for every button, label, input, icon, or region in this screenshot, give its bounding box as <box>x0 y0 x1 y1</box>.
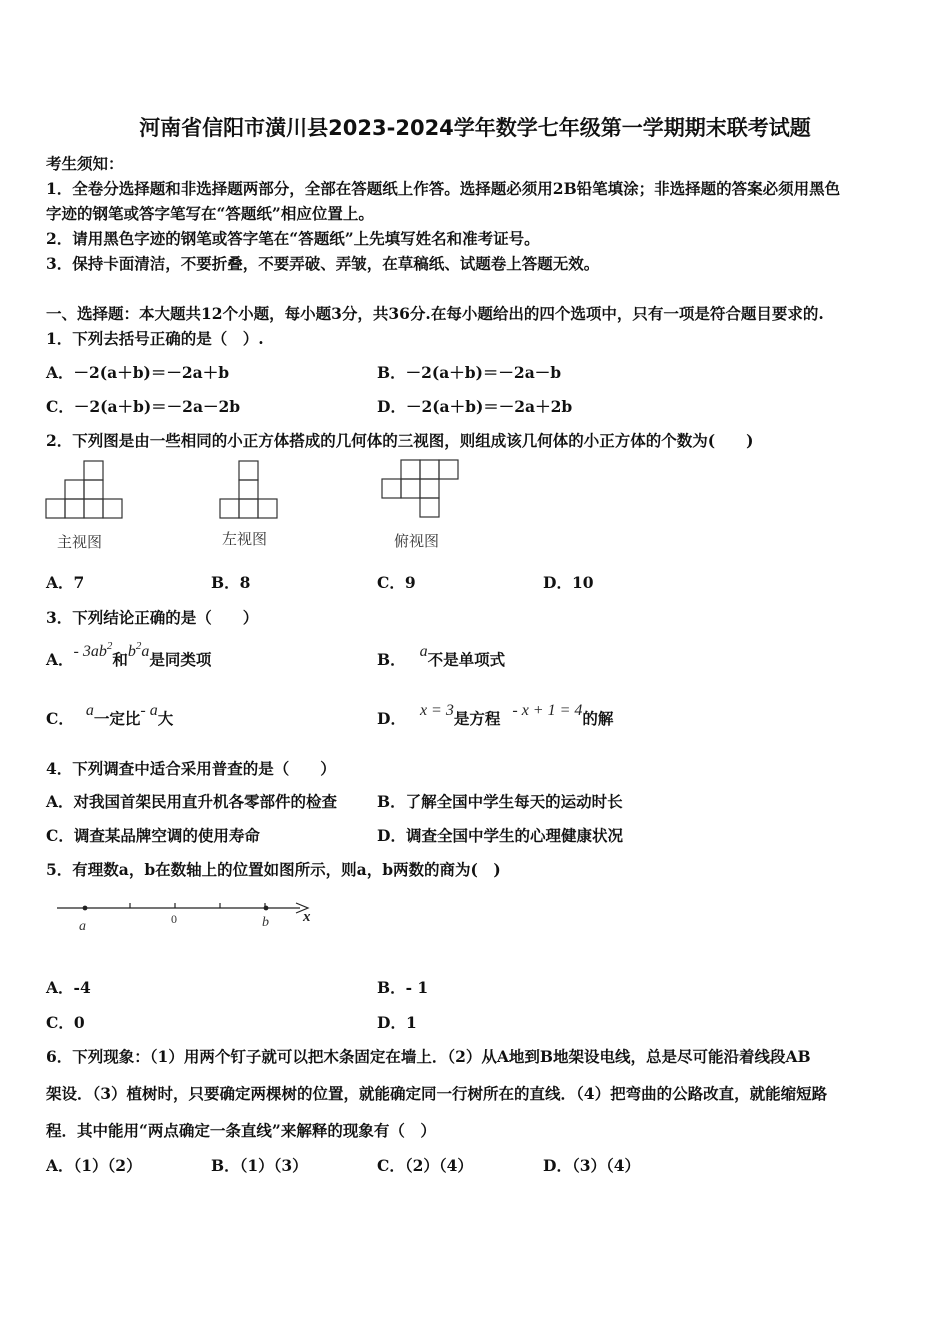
notice-line-2: 2．请用黑色字迹的钢笔或答字笔在“答题纸”上先填写姓名和准考证号。 <box>46 229 540 248</box>
section-heading: 一、选择题：本大题共12个小题，每小题3分，共36分.在每小题给出的四个选项中，只有一项是符合题目要求的. <box>46 304 824 323</box>
q6-option-d: D．（3）（4） <box>543 1156 641 1175</box>
q5-option-c: C．0 <box>46 1013 85 1032</box>
q5-option-b: B．- 1 <box>377 978 429 997</box>
q6-stem-line-2: 架设．（3）植树时，只要确定两棵树的位置，就能确定同一行树所在的直线．（4）把弯曲的公路改直，就能缩短路 <box>46 1084 828 1103</box>
q3-d-prefix: D． <box>377 709 406 728</box>
q5-option-d: D．1 <box>377 1013 417 1032</box>
q2-option-a: A．7 <box>46 573 85 592</box>
q3-c-math-1: a <box>85 702 94 719</box>
q3-d-mid: 是方程 <box>453 709 501 728</box>
point-a-dot <box>83 906 88 911</box>
left-cell <box>239 480 258 499</box>
q1-option-a: A．－2(a＋b)＝－2a＋b <box>46 363 230 382</box>
front-view-figure <box>40 455 130 525</box>
front-view-label: 主视图 <box>57 533 103 551</box>
q4-option-d: D．调查全国中学生的心理健康状况 <box>377 826 623 845</box>
q3-option-c <box>46 699 173 740</box>
q3-b-suffix: 不是单项式 <box>427 650 506 669</box>
q3-a-and: 和 <box>112 650 128 669</box>
q6-stem-line-3: 程．其中能用“两点确定一条直线”来解释的现象有（ ） <box>46 1121 436 1140</box>
left-cell <box>239 499 258 518</box>
q5-stem: 5．有理数a，b在数轴上的位置如图所示，则a，b两数的商为( ) <box>46 860 501 879</box>
top-cell <box>420 479 439 498</box>
top-cell <box>439 460 458 479</box>
left-view-label: 左视图 <box>222 530 268 548</box>
q3-b-math: a <box>419 643 428 660</box>
q6-option-b: B．（1）（3） <box>211 1156 308 1175</box>
front-cell <box>103 499 122 518</box>
q6-option-c: C．（2）（4） <box>377 1156 473 1175</box>
q3-a-math-1-exp: 2 <box>106 640 113 652</box>
notice-heading: 考生须知： <box>46 154 124 173</box>
point-b-dot <box>264 906 269 911</box>
number-line <box>50 896 330 940</box>
q3-stem: 3．下列结论正确的是（ ） <box>46 608 259 627</box>
q3-a-prefix: A． <box>46 650 74 669</box>
q3-a-math-2-exp: 2 <box>135 640 142 652</box>
notice-line-1: 1．全卷分选择题和非选择题两部分，全部在答题纸上作答。选择题必须用2B铅笔填涂；非选择题的答案必须用黑色 <box>46 179 841 198</box>
q3-a-suffix: 是同类项 <box>149 650 212 669</box>
left-view-figure <box>214 455 284 525</box>
notice-line-1b: 字迹的钢笔或答字笔写在“答题纸”相应位置上。 <box>46 204 374 223</box>
top-cell <box>401 479 420 498</box>
q3-a-math-1: - 3ab <box>73 643 107 660</box>
q2-stem: 2．下列图是由一些相同的小正方体搭成的几何体的三视图，则组成该几何体的小正方体的个数为( ) <box>46 431 754 450</box>
left-cell <box>239 461 258 480</box>
q2-option-b: B．8 <box>211 573 251 592</box>
q3-d-suffix: 的解 <box>582 709 614 728</box>
axis-x-label: x <box>303 909 311 925</box>
q5-option-a: A．-4 <box>46 978 91 997</box>
front-cell <box>84 480 103 499</box>
q4-option-a: A．对我国首架民用直升机各零部件的检查 <box>46 792 338 811</box>
q1-option-b: B．－2(a＋b)＝－2a－b <box>377 363 562 382</box>
q3-d-math-1: x = 3 <box>419 702 454 719</box>
q3-c-suffix: 大 <box>157 709 174 728</box>
q6-stem-line-1: 6．下列现象：（1）用两个钉子就可以把木条固定在墙上．（2）从A地到B地架设电线，总是尽可能沿着线段AB <box>46 1047 811 1066</box>
q3-c-mid: 一定比 <box>93 709 141 728</box>
front-cell <box>65 480 84 499</box>
left-cell <box>258 499 277 518</box>
q3-option-b <box>377 640 505 681</box>
q6-option-a: A．（1）（2） <box>46 1156 142 1175</box>
q3-a-math-2a: b <box>127 643 136 660</box>
front-cell <box>46 499 65 518</box>
q1-option-c: C．－2(a＋b)＝－2a－2b <box>46 397 241 416</box>
q3-c-math-2: - a <box>140 702 158 719</box>
q1-option-d: D．－2(a＋b)＝－2a＋2b <box>377 397 573 416</box>
top-view-label: 俯视图 <box>394 532 440 550</box>
q3-c-prefix: C． <box>46 709 74 728</box>
point-b-label: b <box>262 915 269 930</box>
q4-stem: 4．下列调查中适合采用普查的是（ ） <box>46 759 336 778</box>
front-cell <box>84 499 103 518</box>
q2-option-c: C．9 <box>377 573 416 592</box>
top-cell <box>420 460 439 479</box>
q3-b-prefix: B． <box>377 650 406 669</box>
q1-stem: 1．下列去括号正确的是（ ）. <box>46 329 264 348</box>
q4-option-c: C．调查某品牌空调的使用寿命 <box>46 826 260 845</box>
notice-line-3: 3．保持卡面清洁，不要折叠，不要弄破、弄皱，在草稿纸、试题卷上答题无效。 <box>46 254 600 273</box>
front-cell <box>65 499 84 518</box>
page-title: 河南省信阳市潢川县2023-2024学年数学七年级第一学期期末联考试题 <box>139 116 811 140</box>
zero-label: 0 <box>171 912 177 926</box>
top-cell <box>401 460 420 479</box>
point-a-label: a <box>79 919 86 934</box>
left-cell <box>220 499 239 518</box>
q4-option-b: B．了解全国中学生每天的运动时长 <box>377 792 623 811</box>
top-cell <box>382 479 401 498</box>
q3-option-a <box>46 640 211 682</box>
q3-d-math-2: - x + 1 = 4 <box>512 702 583 719</box>
top-cell <box>420 498 439 517</box>
q3-option-d <box>377 699 613 740</box>
q3-a-math-2b: a <box>141 643 150 660</box>
top-view-figure <box>376 455 466 525</box>
q2-option-d: D．10 <box>543 573 594 592</box>
front-cell <box>84 461 103 480</box>
